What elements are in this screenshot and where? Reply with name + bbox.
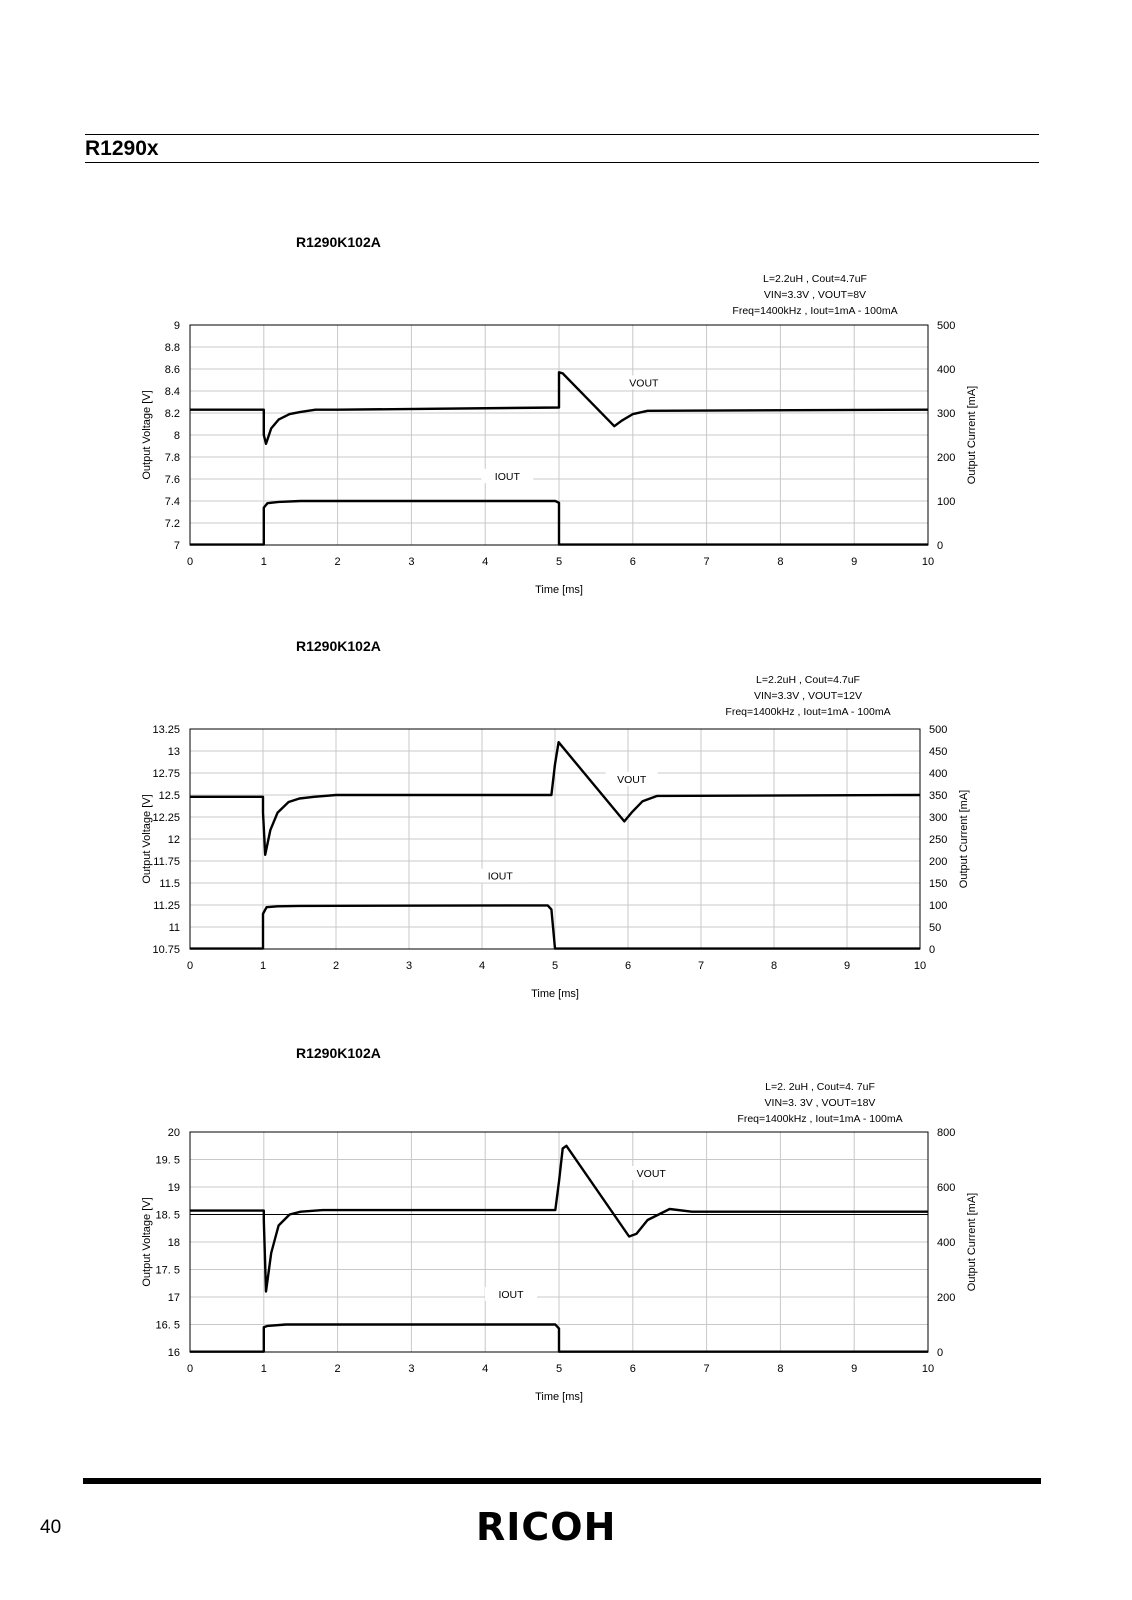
x-tick-label: 7 xyxy=(703,556,710,568)
y-axis-label: Output Voltage [V] xyxy=(141,1197,153,1287)
x-tick-label: 10 xyxy=(921,556,935,568)
x-tick-label: 0 xyxy=(186,1363,194,1375)
x-tick-label: 5 xyxy=(555,556,563,568)
y2-tick-label: 0 xyxy=(929,944,936,956)
header-rule-top xyxy=(85,134,1039,135)
chart-condition-line: VIN=3.3V , VOUT=8V xyxy=(763,289,867,301)
x-tick-label: 6 xyxy=(629,556,636,568)
y-tick-label: 17 xyxy=(167,1292,180,1304)
chart-condition-line: VIN=3.3V , VOUT=12V xyxy=(754,690,862,702)
x-tick-label: 9 xyxy=(851,1363,858,1375)
y-tick-label: 19 xyxy=(167,1182,180,1194)
chart-condition-line: Freq=1400kHz , Iout=1mA - 100mA xyxy=(725,706,891,718)
x-axis-label: Time [ms] xyxy=(531,988,579,1000)
page-title: R1290x xyxy=(85,137,159,160)
x-tick-label: 2 xyxy=(334,1363,341,1375)
x-tick-label: 9 xyxy=(851,556,858,568)
x-axis-label: Time [ms] xyxy=(535,584,583,596)
y2-tick-label: 200 xyxy=(937,1292,956,1304)
y2-tick-label: 150 xyxy=(929,878,948,890)
y-tick-label: 12.25 xyxy=(152,812,180,824)
x-tick-label: 10 xyxy=(913,960,927,972)
y-tick-label: 9 xyxy=(173,320,180,332)
x-tick-label: 5 xyxy=(551,960,559,972)
y2-tick-label: 250 xyxy=(929,834,948,846)
x-tick-label: 1 xyxy=(260,556,267,568)
y-tick-label: 13 xyxy=(167,746,180,758)
y2-axis-label: Output Current [mA] xyxy=(966,385,978,485)
y-tick-label: 16. 5 xyxy=(155,1319,180,1332)
x-tick-label: 2 xyxy=(332,960,340,972)
x-axis-label: Time [ms] xyxy=(535,1391,583,1403)
chart-condition-line: Freq=1400kHz , Iout=1mA - 100mA xyxy=(737,1113,903,1125)
chart-condition-line: L=2. 2uH , Cout=4. 7uF xyxy=(765,1081,875,1093)
y-tick-label: 8 xyxy=(173,430,180,442)
chart-vout-12v xyxy=(0,627,1132,1007)
y-tick-label: 12 xyxy=(167,834,180,846)
y-axis-label: Output Voltage [V] xyxy=(141,390,153,480)
ricoh-logo: RICOH xyxy=(476,1505,617,1549)
iout-label: IOUT xyxy=(487,870,513,883)
y-tick-label: 7.6 xyxy=(164,474,180,486)
x-tick-label: 6 xyxy=(629,1363,636,1375)
x-tick-label: 8 xyxy=(777,1363,784,1375)
y2-tick-label: 0 xyxy=(937,540,944,552)
page-number: 40 xyxy=(40,1517,62,1538)
y2-tick-label: 300 xyxy=(929,812,948,824)
chart-vout-8v xyxy=(0,225,1132,605)
chart-title: R1290K102A xyxy=(296,234,381,250)
x-tick-label: 4 xyxy=(482,1363,489,1375)
y-tick-label: 7.2 xyxy=(164,518,180,530)
vout-label: VOUT xyxy=(629,377,659,390)
y2-tick-label: 450 xyxy=(929,746,948,758)
x-tick-label: 6 xyxy=(624,960,632,972)
header-rule-bottom xyxy=(85,162,1039,163)
y-tick-label: 8.6 xyxy=(164,364,180,376)
footer-rule xyxy=(83,1478,1041,1484)
y2-tick-label: 500 xyxy=(929,724,948,736)
vout-label: VOUT xyxy=(617,773,647,786)
chart-vout-18v xyxy=(0,1030,1132,1410)
y2-tick-label: 200 xyxy=(929,856,948,868)
chart-condition-line: VIN=3. 3V , VOUT=18V xyxy=(764,1097,876,1109)
x-tick-label: 3 xyxy=(405,960,413,972)
iout-label: IOUT xyxy=(494,471,520,483)
y-tick-label: 8.8 xyxy=(164,342,180,354)
y-tick-label: 11.5 xyxy=(159,878,180,890)
y2-axis-label: Output Current [mA] xyxy=(966,1192,978,1292)
iout-label: IOUT xyxy=(498,1289,524,1301)
chart-title: R1290K102A xyxy=(296,1045,381,1061)
y2-tick-label: 0 xyxy=(937,1347,944,1359)
y-tick-label: 16 xyxy=(167,1347,180,1359)
y2-tick-label: 500 xyxy=(937,320,956,332)
chart-condition-line: L=2.2uH , Cout=4.7uF xyxy=(756,674,860,686)
y-tick-label: 8.2 xyxy=(164,408,180,420)
y-tick-label: 11.25 xyxy=(153,900,180,912)
y-tick-label: 20 xyxy=(167,1127,180,1139)
x-tick-label: 8 xyxy=(777,556,784,568)
y-tick-label: 11.75 xyxy=(153,856,180,868)
y2-tick-label: 100 xyxy=(937,496,956,508)
y-axis-label: Output Voltage [V] xyxy=(141,794,153,884)
x-tick-label: 0 xyxy=(186,556,194,568)
x-tick-label: 4 xyxy=(482,556,489,568)
y2-tick-label: 400 xyxy=(937,1237,956,1249)
x-tick-label: 3 xyxy=(408,1363,415,1375)
x-tick-label: 8 xyxy=(770,960,778,972)
x-tick-label: 5 xyxy=(555,1363,563,1375)
y2-tick-label: 200 xyxy=(937,452,956,464)
chart-condition-line: L=2.2uH , Cout=4.7uF xyxy=(763,273,867,285)
x-tick-label: 1 xyxy=(259,960,267,972)
y2-tick-label: 100 xyxy=(929,900,948,912)
x-tick-label: 1 xyxy=(260,1363,267,1375)
x-tick-label: 10 xyxy=(921,1363,935,1375)
y-tick-label: 17. 5 xyxy=(155,1264,180,1277)
y2-tick-label: 50 xyxy=(929,922,942,934)
y2-axis-label: Output Current [mA] xyxy=(958,789,970,889)
y-tick-label: 7.4 xyxy=(164,496,180,508)
chart-condition-line: Freq=1400kHz , Iout=1mA - 100mA xyxy=(732,305,898,317)
chart-title: R1290K102A xyxy=(296,638,381,654)
y2-tick-label: 800 xyxy=(937,1127,956,1139)
x-tick-label: 0 xyxy=(186,960,194,972)
x-tick-label: 7 xyxy=(703,1363,710,1375)
y-tick-label: 18 xyxy=(167,1237,180,1249)
y2-tick-label: 400 xyxy=(937,364,956,376)
y-tick-label: 13.25 xyxy=(152,724,180,736)
vout-label: VOUT xyxy=(636,1168,666,1180)
y2-tick-label: 400 xyxy=(929,768,948,780)
y-tick-label: 10.75 xyxy=(152,944,180,956)
x-tick-label: 2 xyxy=(334,556,341,568)
x-tick-label: 7 xyxy=(697,960,705,972)
y-tick-label: 7.8 xyxy=(164,452,180,464)
y-tick-label: 18. 5 xyxy=(155,1209,180,1222)
y2-tick-label: 350 xyxy=(929,790,948,802)
series-line-iout xyxy=(190,1325,928,1352)
y2-tick-label: 300 xyxy=(937,408,956,420)
y-tick-label: 12.5 xyxy=(158,790,180,802)
y-tick-label: 12.75 xyxy=(152,768,180,780)
x-tick-label: 3 xyxy=(408,556,415,568)
y-tick-label: 11 xyxy=(168,922,180,934)
x-tick-label: 9 xyxy=(843,960,851,972)
y-tick-label: 19. 5 xyxy=(155,1154,180,1167)
x-tick-label: 4 xyxy=(478,960,486,972)
y-tick-label: 8.4 xyxy=(164,386,180,398)
y2-tick-label: 600 xyxy=(937,1182,956,1194)
y-tick-label: 7 xyxy=(173,540,180,552)
